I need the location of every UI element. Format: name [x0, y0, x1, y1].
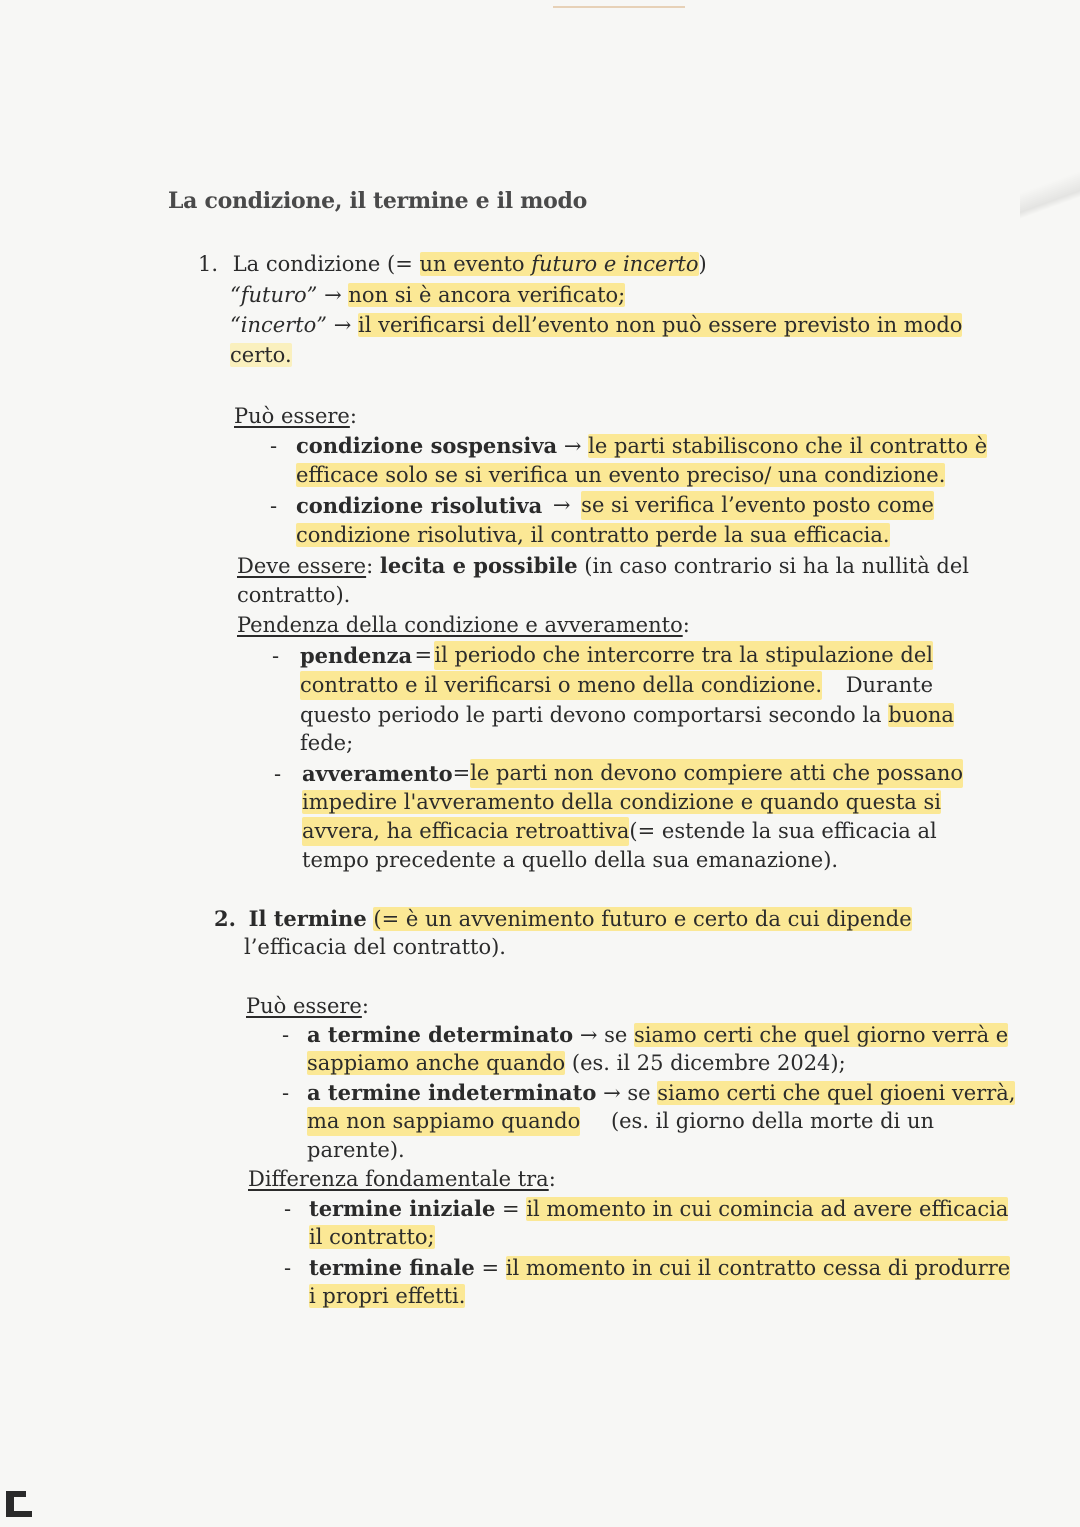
- pendenza-text-4: fede;: [300, 731, 354, 755]
- finale-line-2: [309, 1282, 465, 1311]
- section2-number: 2.: [214, 906, 236, 931]
- risolutiva-text-2: condizione risolutiva, il contratto perde la sua efficacia.: [296, 523, 890, 547]
- indeterminato-line-3: [307, 1136, 405, 1165]
- sospensiva-line-1: [296, 431, 987, 461]
- pendenza-text-2b: Durante: [845, 673, 933, 697]
- futuro-label: “futuro”: [230, 283, 318, 307]
- section1-heading-line: [198, 250, 707, 279]
- puo-essere-label: Può essere: [234, 404, 350, 428]
- section1-number: 1.: [198, 252, 219, 276]
- deve-essere-text: (in caso contrario si ha la nullità del: [584, 554, 969, 578]
- sospensiva-term: condizione sospensiva: [296, 433, 558, 458]
- equals-sign: =: [452, 761, 471, 785]
- pendenza-text-3b: buona: [888, 703, 954, 727]
- avveramento-term: avveramento: [302, 761, 453, 786]
- bullet-dash: -: [274, 762, 282, 786]
- indeterminato-text-1b: siamo certi che quel gioeni verrà,: [657, 1081, 1016, 1105]
- deve-essere-label: Deve essere: [237, 554, 367, 578]
- page-edge-line: [553, 6, 685, 8]
- puo-essere-1: [234, 402, 357, 431]
- bullet-dash: -: [284, 1197, 292, 1221]
- page-title: La condizione, il termine e il modo: [168, 188, 587, 214]
- arrow-icon: →: [333, 313, 352, 337]
- determinato-text-1b: siamo certi che quel giorno verrà e: [634, 1023, 1009, 1047]
- finale-text-2: i propri effetti.: [309, 1284, 466, 1308]
- puo-essere-2: [246, 992, 369, 1021]
- indeterminato-term: a termine indeterminato: [307, 1080, 597, 1105]
- indeterminato-text-2a: ma non sappiamo quando: [307, 1107, 580, 1136]
- determinato-text-2a: sappiamo anche quando: [307, 1051, 566, 1075]
- pendenza-heading: Pendenza della condizione e avveramento: [237, 613, 683, 637]
- pendenza-term: pendenza: [300, 643, 413, 668]
- arrow-icon: →: [552, 493, 571, 517]
- incerto-line: [230, 311, 962, 340]
- arrow-icon: →: [579, 1023, 598, 1047]
- pendenza-text-2: contratto e il verificarsi o meno della condizione.: [300, 671, 822, 700]
- bullet-dash: -: [282, 1081, 290, 1105]
- indeterminato-line-1: [307, 1078, 1015, 1108]
- determinato-text-2b: (es. il 25 dicembre 2024);: [571, 1051, 846, 1075]
- bullet-dash: -: [272, 644, 280, 668]
- pendenza-line-1: [300, 641, 933, 670]
- incerto-label: “incerto”: [230, 313, 328, 337]
- differenza-heading-line: [248, 1165, 556, 1194]
- determinato-line-1: [307, 1020, 1008, 1050]
- deve-essere-line: [237, 551, 969, 581]
- pendenza-text-3: questo periodo le parti devono comportarsi secondo la: [300, 703, 882, 727]
- indeterminato-text-1a: se: [627, 1081, 651, 1105]
- avveramento-line-2: [302, 788, 941, 817]
- section1-def-open: (=: [387, 252, 420, 276]
- indeterminato-line-2: [307, 1107, 934, 1136]
- colon: :: [366, 554, 374, 578]
- section2-def-2: l’efficacia del contratto).: [244, 935, 506, 959]
- section1-heading: La condizione: [232, 252, 381, 276]
- section2-def-1: (= è un avvenimento futuro e certo da cui dipende: [373, 907, 912, 931]
- avveramento-text-3b: (= estende la sua efficacia al: [629, 819, 937, 843]
- section2-def-line-2: [244, 933, 506, 962]
- iniziale-term: termine iniziale: [309, 1196, 496, 1221]
- equals-sign: =: [502, 1197, 520, 1221]
- iniziale-text-1: il momento in cui comincia ad avere efficacia: [526, 1197, 1009, 1221]
- arrow-icon: →: [563, 434, 582, 458]
- sospensiva-text-1: le parti stabiliscono che il contratto è: [588, 434, 988, 458]
- pendenza-line-4: [300, 729, 353, 758]
- section1-def-italic: futuro e incerto: [531, 252, 699, 276]
- iniziale-line-2: [309, 1223, 435, 1252]
- puo-essere-label-2: Può essere: [246, 994, 362, 1018]
- determinato-text-1a: se: [604, 1023, 628, 1047]
- section1-def-text: un evento: [419, 252, 532, 276]
- iniziale-line-1: [309, 1194, 1008, 1224]
- section1-def-close: ): [698, 252, 707, 276]
- pendenza-heading-line: [237, 611, 690, 640]
- section2-heading-line: [214, 904, 934, 934]
- futuro-line: [230, 281, 625, 310]
- bullet-dash: -: [270, 494, 278, 518]
- iniziale-text-2: il contratto;: [309, 1225, 435, 1249]
- page-corner-mark: [6, 1491, 34, 1517]
- pendenza-text-1: il periodo che intercorre tra la stipulazione del: [434, 641, 933, 670]
- colon: :: [548, 1167, 556, 1191]
- deve-essere-line-2: [237, 581, 350, 610]
- finale-text-1: il momento in cui il contratto cessa di produrre: [505, 1256, 1011, 1280]
- pendenza-line-2: [300, 671, 933, 700]
- avveramento-text-2: impedire l'avveramento della condizione e quando questa si: [302, 790, 941, 814]
- determinato-line-2: [307, 1049, 846, 1078]
- bullet-dash: -: [270, 434, 278, 458]
- incerto-text-1: il verificarsi dell’evento non può essere previsto in modo: [358, 313, 963, 337]
- incerto-line-2: [230, 341, 292, 370]
- determinato-term: a termine determinato: [307, 1022, 574, 1047]
- differenza-heading: Differenza fondamentale tra: [248, 1167, 549, 1191]
- equals-sign: =: [414, 643, 433, 667]
- indeterminato-text-2b: (es. il giorno della morte di un: [610, 1109, 934, 1133]
- risolutiva-term: condizione risolutiva: [296, 493, 543, 518]
- avveramento-line-1: [302, 759, 964, 788]
- colon: :: [361, 994, 369, 1018]
- risolutiva-line-2: [296, 521, 890, 550]
- sospensiva-text-2: efficace solo se si verifica un evento preciso/ una condizione.: [296, 463, 946, 487]
- finale-line-1: [309, 1253, 1010, 1283]
- avveramento-text-4: tempo precedente a quello della sua emanazione).: [302, 848, 839, 872]
- risolutiva-line-1: [296, 491, 934, 520]
- section2-heading: Il termine: [248, 906, 367, 931]
- arrow-icon: →: [603, 1081, 621, 1105]
- sospensiva-line-2: [296, 461, 945, 490]
- avveramento-text-1: le parti non devono compiere atti che possano: [470, 759, 963, 788]
- page-fold-shadow: [1020, 140, 1080, 250]
- pendenza-line-3: [300, 701, 954, 730]
- colon: :: [682, 613, 690, 637]
- indeterminato-text-3: parente).: [307, 1138, 405, 1162]
- risolutiva-text-1: se si verifica l’evento posto come: [581, 491, 934, 520]
- incerto-text-2: certo.: [230, 343, 292, 367]
- deve-essere-bold: lecita e possibile: [379, 553, 578, 578]
- bullet-dash: -: [284, 1256, 292, 1280]
- avveramento-line-4: [302, 846, 838, 875]
- equals-sign: =: [481, 1256, 500, 1280]
- avveramento-text-3a: avvera, ha efficacia retroattiva: [302, 817, 629, 846]
- colon: :: [349, 404, 357, 428]
- deve-essere-text-2: contratto).: [237, 583, 351, 607]
- finale-term: termine finale: [309, 1255, 475, 1280]
- futuro-text: non si è ancora verificato;: [348, 283, 626, 307]
- bullet-dash: -: [282, 1023, 290, 1047]
- avveramento-line-3: [302, 817, 937, 846]
- arrow-icon: →: [324, 283, 342, 307]
